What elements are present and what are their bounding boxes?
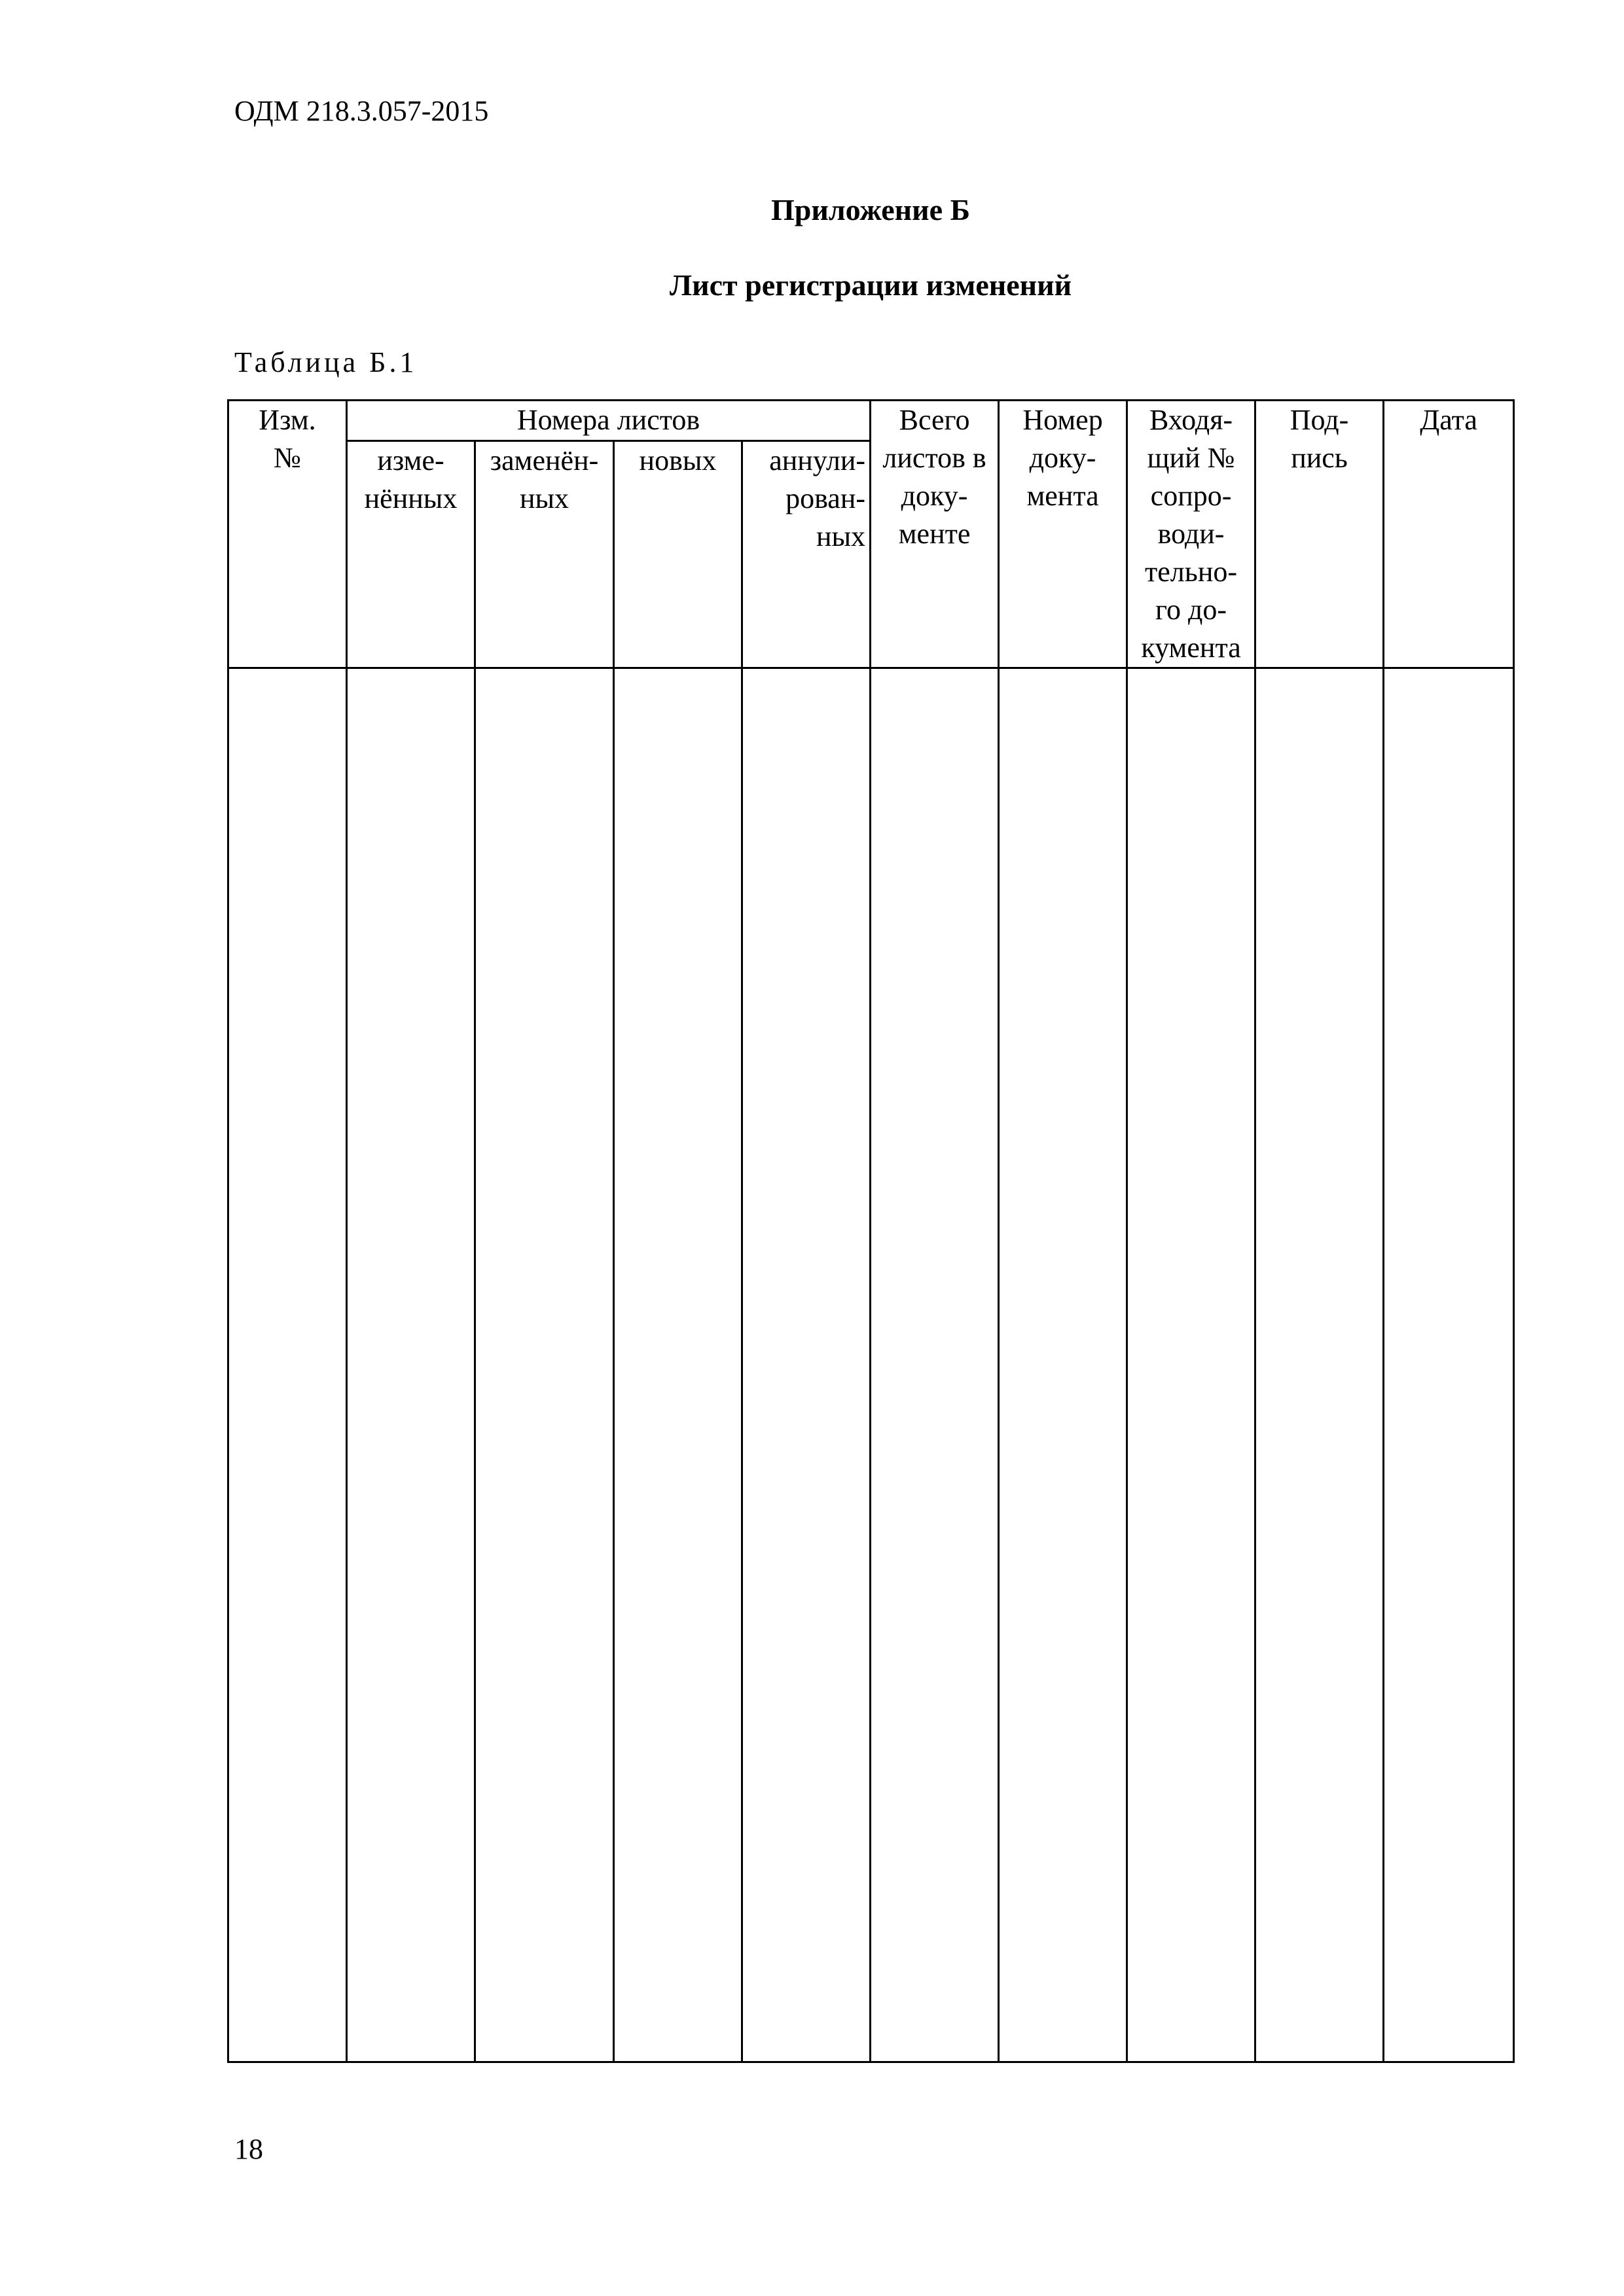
header-document-number: Номер доку- мента (999, 401, 1127, 668)
cell-change-no (228, 668, 347, 2062)
header-incoming-number: Входя- щий № сопро- води- тельно- го до- кумента (1127, 401, 1255, 668)
header-total-sheets: Всего листов в доку- менте (871, 401, 999, 668)
page-number: 18 (234, 2133, 263, 2165)
header-replaced: заменён- ных (475, 441, 614, 668)
cell-incoming-number (1127, 668, 1255, 2062)
document-code: ОДМ 218.3.057-2015 (234, 95, 489, 127)
appendix-title: Приложение Б (770, 193, 971, 226)
cell-replaced (475, 668, 614, 2062)
header-sheet-numbers: Номера листов (347, 401, 871, 441)
header-new: новых (614, 441, 742, 668)
header-date: Дата (1384, 401, 1514, 668)
header-cancelled: аннули- рован- ных (742, 441, 871, 668)
header-changed: изме- нённых (347, 441, 475, 668)
sheet-title: Лист регистрации изменений (669, 268, 1072, 302)
cell-cancelled (742, 668, 871, 2062)
cell-new (614, 668, 742, 2062)
cell-signature (1255, 668, 1384, 2062)
cell-total-sheets (871, 668, 999, 2062)
header-signature: Под- пись (1255, 401, 1384, 668)
header-row-1 (228, 401, 1514, 441)
cell-document-number (999, 668, 1127, 2062)
table-caption: Таблица Б.1 (234, 346, 418, 378)
header-change-no: Изм. № (228, 401, 347, 668)
change-registration-table (227, 399, 1515, 2063)
cell-date (1384, 668, 1514, 2062)
cell-changed (347, 668, 475, 2062)
table-row (228, 668, 1514, 2062)
